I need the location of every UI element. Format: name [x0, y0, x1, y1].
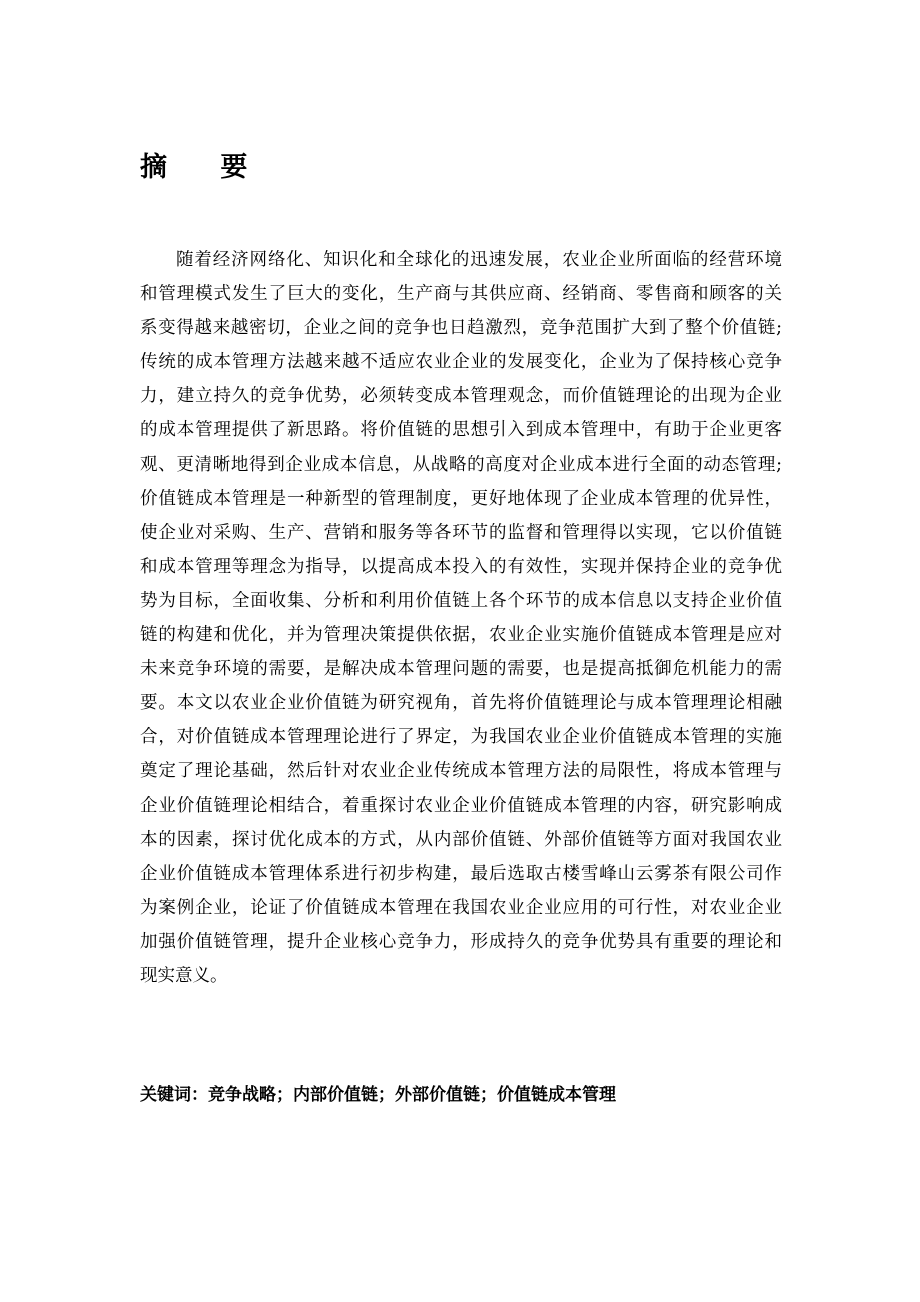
abstract-line: 观、更清晰地得到企业成本信息，从战略的高度对企业成本进行全面的动态管理;	[140, 454, 782, 475]
abstract-title: 摘 要	[140, 152, 270, 183]
abstract-line: 现实意义。	[140, 965, 228, 986]
abstract-line: 合，对价值链成本管理理论进行了界定，为我国农业企业价值链成本管理的实施	[140, 727, 782, 748]
abstract-line: 力，建立持久的竞争优势，必须转变成本管理观念，而价值链理论的出现为企业	[140, 386, 782, 407]
abstract-line: 要。本文以农业企业价值链为研究视角，首先将价值链理论与成本管理理论相融	[140, 693, 782, 714]
abstract-body	[140, 243, 782, 993]
abstract-line: 传统的成本管理方法越来越不适应农业企业的发展变化，企业为了保持核心竞争	[140, 352, 782, 373]
abstract-line: 的成本管理提供了新思路。将价值链的思想引入到成本管理中，有助于企业更客	[140, 420, 782, 441]
abstract-line: 企业价值链成本管理体系进行初步构建，最后选取古楼雪峰山云雾茶有限公司作	[140, 863, 782, 884]
abstract-line: 企业价值链理论相结合，着重探讨农业企业价值链成本管理的内容，研究影响成	[140, 795, 782, 816]
abstract-line: 随着经济网络化、知识化和全球化的迅速发展，农业企业所面临的经营环境	[176, 250, 782, 270]
abstract-line: 加强价值链管理，提升企业核心竞争力，形成持久的竞争优势具有重要的理论和	[140, 931, 782, 952]
abstract-line: 链的构建和优化，并为管理决策提供依据，农业企业实施价值链成本管理是应对	[140, 625, 782, 646]
abstract-line: 势为目标，全面收集、分析和利用价值链上各个环节的成本信息以支持企业价值	[140, 590, 782, 611]
abstract-line: 系变得越来越密切，企业之间的竞争也日趋激烈，竞争范围扩大到了整个价值链;	[140, 318, 782, 339]
abstract-line: 本的因素，探讨优化成本的方式，从内部价值链、外部价值链等方面对我国农业	[140, 829, 782, 850]
keywords: 关键词：竞争战略；内部价值链；外部价值链；价值链成本管理	[140, 1085, 616, 1105]
abstract-line: 奠定了理论基础，然后针对农业企业传统成本管理方法的局限性，将成本管理与	[140, 761, 782, 782]
abstract-line: 价值链成本管理是一种新型的管理制度，更好地体现了企业成本管理的优异性，	[140, 488, 782, 509]
abstract-line: 使企业对采购、生产、营销和服务等各环节的监督和管理得以实现，它以价值链	[140, 522, 782, 543]
abstract-line: 为案例企业，论证了价值链成本管理在我国农业企业应用的可行性，对农业企业	[140, 897, 782, 918]
abstract-line: 和成本管理等理念为指导，以提高成本投入的有效性，实现并保持企业的竞争优	[140, 556, 782, 577]
abstract-line: 未来竞争环境的需要，是解决成本管理问题的需要，也是提高抵御危机能力的需	[140, 659, 782, 680]
abstract-line: 和管理模式发生了巨大的变化，生产商与其供应商、经销商、零售商和顾客的关	[140, 284, 782, 305]
